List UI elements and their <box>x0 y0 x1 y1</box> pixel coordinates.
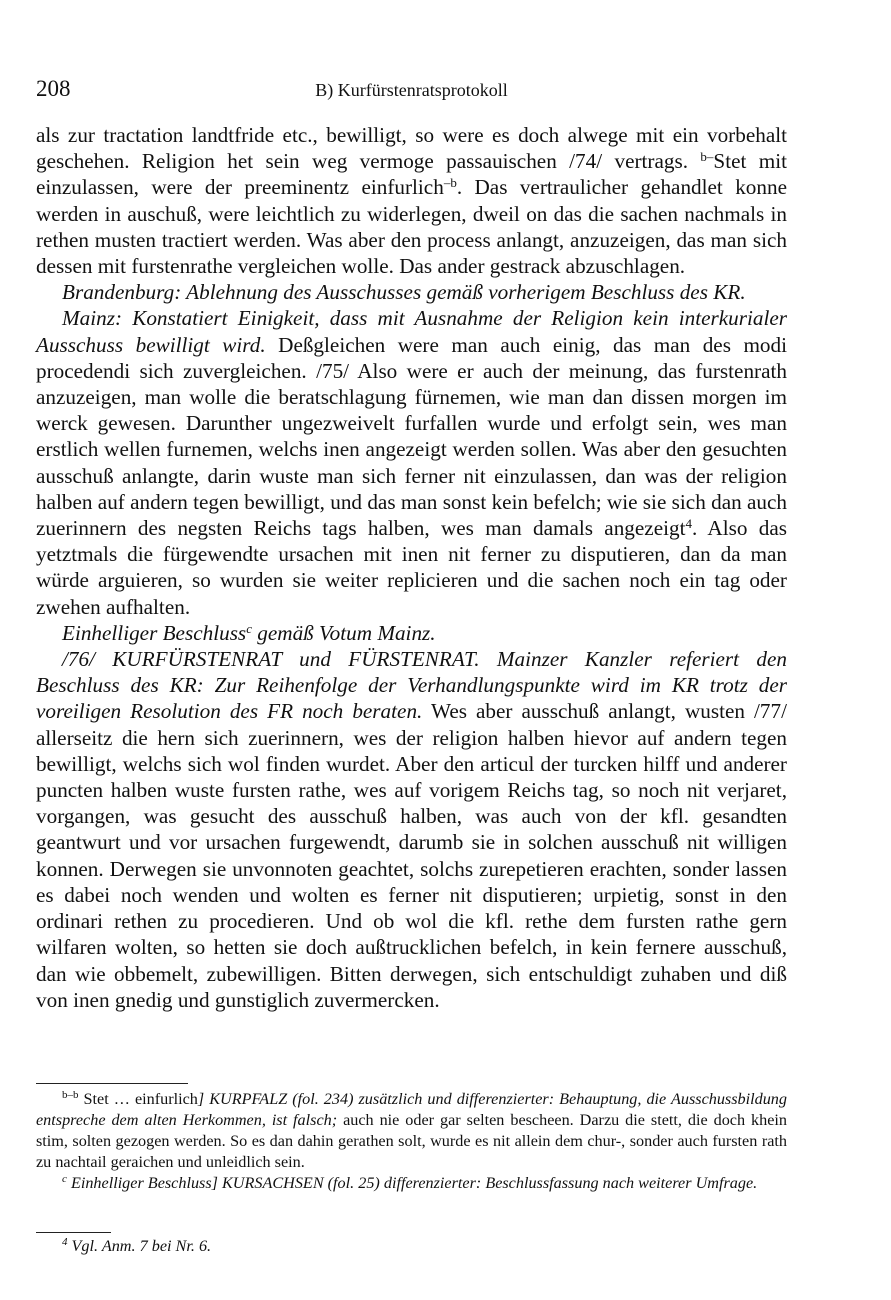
page-number: 208 <box>36 76 71 101</box>
paragraph-beschluss: Einhelliger Beschluss$^c$ gemäß Votum Mainz. <box>62 620 436 645</box>
paragraph-mainz: Mainz: Konstatiert Einigkeit, dass mit Ausnahme der Religion kein interkurialer Ausschuss bewilligt wird. Deßgleichen were man auch einig, das man des modi procedendi sich zuvergleichen. /75/ Also were er auch der meinung, das furstenrath anzuzeigen, man wolle die beratschlagung fürnemen, wie man dan dissen morgen im werck gewesen. Darunther ungezweivelt furfallen wurde und erfolgt sein, wes man erstlich wellen furnemen, welchs inen angezeigt werden sollen. Was aber den gesuchten ausschuß anlangte, darin wuste man sich ferner nit einzulassen, dan was der religion halben auf andern tegen bewilligt, und das man sonst kein befelch; wie sie sich dan auch zuerinnern des negsten Reichs tags halben, wes man damals angezeigt$^4$. Also das yetztmals die fürgewendte ursachen mit inen nit ferner zu disputieren, dan da man würde arguieren, so wurden sie weiter replicieren und die sachen noch ein tag oder zwehen aufhalten. <box>36 306 787 619</box>
footnote-divider <box>36 1083 188 1084</box>
critical-apparatus <box>36 1089 787 1194</box>
footnote-marker-b-close: –b <box>443 175 457 191</box>
main-text <box>36 122 787 1013</box>
paragraph-brandenburg: Brandenburg: Ablehnung des Ausschusses gemäß vorherigem Beschluss des KR. <box>62 280 746 305</box>
footnote-4: $^4$ Vgl. Anm. 7 bei Nr. 6. <box>62 1236 212 1255</box>
footnote-marker-4: 4 <box>685 516 692 532</box>
numbered-footnotes <box>36 1236 787 1257</box>
page-header <box>36 76 787 106</box>
footnote-marker-b-open: b– <box>700 149 714 165</box>
mainz-summary: Mainz: Konstatiert Einigkeit, dass mit Ausnahme der Religion kein interkurialer Ausschuss bewilligt wird. <box>36 306 787 357</box>
footnote-c: $^c$ Einhelliger Beschluss] KURSACHSEN (fol. 25) differenzierter: Beschlussfassung nach weiterer Umfrage. <box>62 1173 758 1192</box>
paragraph-1: als zur tractation landtfride etc., bewilligt, so were es doch alwege mit ein vorbehalt geschehen. Religion het sein weg vermoge passauischen /74/ vertrags. $^{b-}$Stet mit einzulassen, were der preeminentz einfurlich$^{-b}$. Das vertraulicher gehandlet konne werden in auschuß, were leichtlich zu widerlegen, dweil on das die sachen nachmals in rethen musten tractiert werden. Was aber den process anlangt, anzuzeigen, das man sich dessen mit furstenrathe vergleichen wolle. Das ander gestrack abzuschlagen. <box>36 123 787 279</box>
running-head: B) Kurfürstenratsprotokoll <box>315 80 508 100</box>
chancellor-summary: /76/ KURFÜRSTENRAT und FÜRSTENRAT. Mainzer Kanzler referiert den Beschluss des KR: Zur Reihenfolge der Verhandlungspunkte wird im KR trotz der voreiligen Resolution des FR noch beraten. <box>36 647 787 724</box>
footnote-divider-2 <box>36 1232 111 1233</box>
paragraph-kurfuerstenrat-fuerstenrat: /76/ KURFÜRSTENRAT und FÜRSTENRAT. Mainzer Kanzler referiert den Beschluss des KR: Zur Reihenfolge der Verhandlungspunkte wird im KR trotz der voreiligen Resolution des FR noch beraten. Wes aber ausschuß anlangt, wusten /77/ allerseitz die hern sich zuerinnern, wes der religion halben hievor auf andern tegen bewilligt, welchs sich wol finden wurdet. Aber den articul der turcken hilff und anderer puncten halben wuste fursten rathe, wes auf vorigem Reichs tag, so noch nit verjaret, vorgangen, was gesucht des ausschuß halben, was auch von der kfl. gesandten geantwurt und vor ursachen furgewendt, darumb sie in solchen ausschuß nit willigen konnen. Derwegen sie unvonnoten geachtet, solchs zurepetieren erachten, sonder lassen es dabei noch wenden und wolten es ferner nit disputieren; urpietig, sonst in den ordinari rethen zu procedieren. Und ob wol die kfl. rethe dem fursten rathe gern wilfaren wolten, so hetten sie doch außtrucklichen befelch, in kein fernere ausschuß, dan wie obbemelt, zubewilligen. Bitten derwegen, sich entschuldigt zuhaben und diß von inen gnedig und gunstiglich zuvermercken. <box>36 647 788 1012</box>
footnote-b: $^{b-b}$ Stet … einfurlich] KURPFALZ (fol. 234) zusätzlich und differenzierter: Behauptung, die Ausschussbildung entspreche dem alten Herkommen, ist falsch; auch nie oder gar selten bescheen. Darzu die stett, die doch khein stim, solten gezogen werden. So es dan dahin gerathen solt, wurde es nit allein dem chur-, sonder auch fursten rath zu nachtail geraichen und unleidlich sein. <box>36 1089 787 1171</box>
footnote-marker-c: c <box>246 620 252 636</box>
